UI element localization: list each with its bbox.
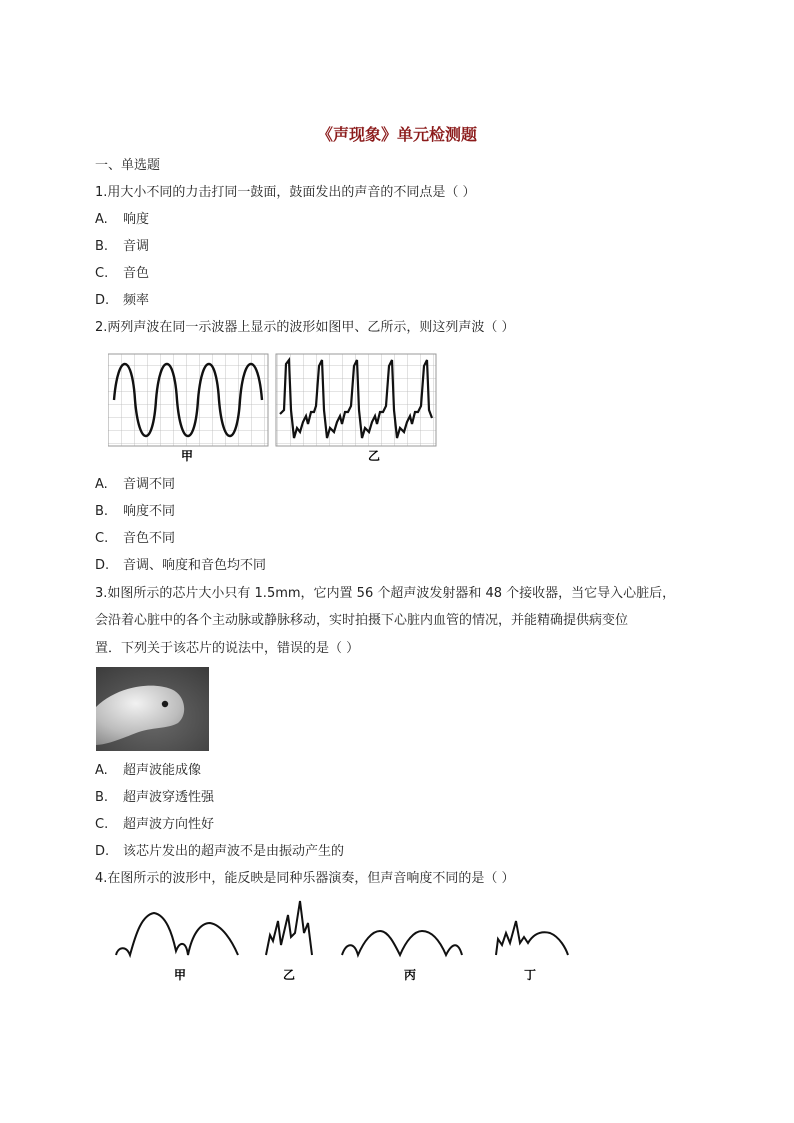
wave-ding [496, 921, 568, 955]
figure-label-jia: 甲 [180, 449, 194, 463]
figure-label-bing: 丙 [403, 968, 417, 982]
figure-label-yi: 乙 [367, 449, 381, 463]
option-text: 频率 [123, 293, 150, 308]
q3-option-a[interactable] [95, 762, 201, 780]
option-text: 音调不同 [123, 477, 176, 492]
chip-sensor-dot [162, 701, 168, 707]
option-letter: C. [95, 266, 109, 281]
option-letter: C. [95, 531, 109, 546]
oscilloscope-figure [108, 352, 440, 464]
q2-option-d[interactable] [95, 557, 266, 575]
wave-yi [266, 901, 312, 955]
q1-option-a[interactable] [95, 211, 149, 229]
option-text: 超声波方向性好 [123, 817, 215, 832]
option-letter: B. [95, 790, 109, 805]
option-text: 超声波能成像 [123, 763, 202, 778]
grid-panel [108, 354, 268, 446]
option-text: 音色 [123, 266, 150, 281]
waveform-panel-jia [108, 354, 268, 446]
section-heading: 一、单选题 [95, 158, 161, 173]
option-text: 响度不同 [123, 504, 176, 519]
wave-bing [342, 931, 462, 955]
option-letter: B. [95, 504, 109, 519]
figure-label-jia: 甲 [173, 968, 187, 982]
option-letter: D. [95, 558, 110, 573]
q1-option-b[interactable] [95, 238, 149, 256]
option-letter: D. [95, 293, 110, 308]
option-letter: B. [95, 239, 109, 254]
question-4-stem: 4.在图所示的波形中，能反映是同种乐器演奏，但声音响度不同的是（ ） [95, 871, 515, 886]
option-text: 响度 [123, 212, 150, 227]
figure-label-yi: 乙 [282, 968, 296, 982]
option-text: 该芯片发出的超声波不是由振动产生的 [123, 844, 345, 859]
q2-option-c[interactable] [95, 530, 175, 548]
waveform-panel-yi [276, 354, 436, 446]
option-letter: D. [95, 844, 110, 859]
figure-label-ding: 丁 [523, 968, 537, 982]
option-letter: C. [95, 817, 109, 832]
question-3-stem-line-2: 会沿着心脏中的各个主动脉或静脉移动，实时拍摄下心脏内血管的情况，并能精确提供病变位 [95, 613, 629, 628]
waveforms-figure [110, 893, 580, 985]
option-letter: A. [95, 763, 108, 778]
option-letter: A. [95, 212, 108, 227]
page-title: 《声现象》单元检测题 [316, 125, 477, 144]
option-text: 音色不同 [123, 531, 176, 546]
q1-option-d[interactable] [95, 292, 149, 310]
q2-option-a[interactable] [95, 476, 175, 494]
option-text: 音调、响度和音色均不同 [123, 558, 267, 573]
chip-photo [96, 667, 209, 751]
q3-option-d[interactable] [95, 843, 344, 861]
q3-option-c[interactable] [95, 816, 214, 834]
q1-option-c[interactable] [95, 265, 149, 283]
wave-jia [116, 913, 238, 955]
question-3-stem-line-1: 3.如图所示的芯片大小只有 1.5mm，它内置 56 个超声波发射器和 48 个接收器，当它导入心脏后， [95, 586, 676, 601]
option-text: 音调 [123, 239, 150, 254]
option-letter: A. [95, 477, 108, 492]
option-text: 超声波穿透性强 [123, 790, 215, 805]
q3-option-b[interactable] [95, 789, 214, 807]
question-2-stem: 2.两列声波在同一示波器上显示的波形如图甲、乙所示，则这列声波（ ） [95, 320, 515, 335]
question-3-stem-line-3: 置．下列关于该芯片的说法中，错误的是（ ） [95, 641, 360, 656]
q2-option-b[interactable] [95, 503, 175, 521]
question-1-stem: 1.用大小不同的力击打同一鼓面，鼓面发出的声音的不同点是（ ） [95, 185, 476, 200]
